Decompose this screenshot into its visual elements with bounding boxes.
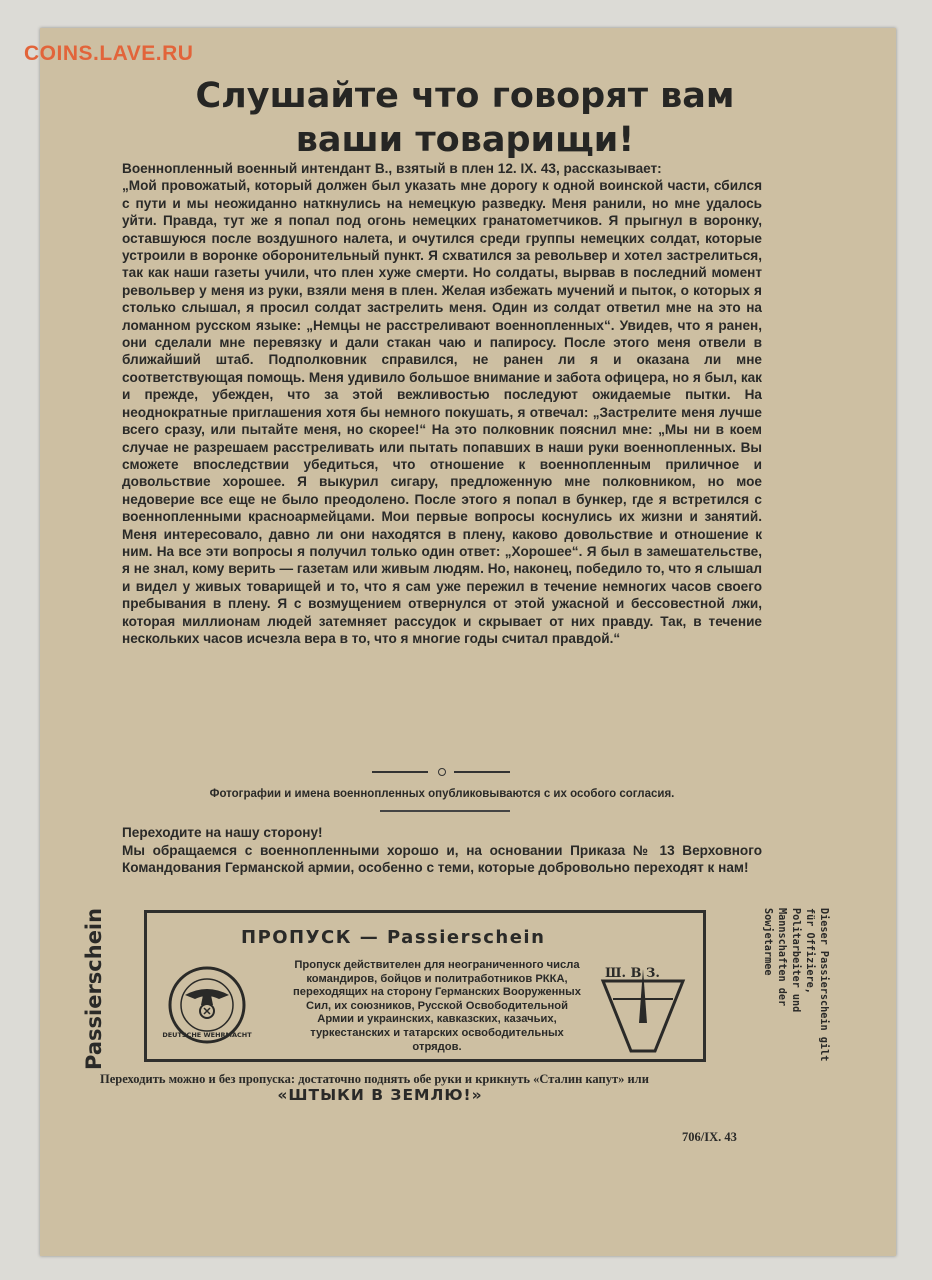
appeal-heading: Переходите на нашу сторону!	[122, 825, 323, 840]
testimony-text: „Мой провожатый, который должен был указать мне дорогу к одной воинской части, сбился с пути и мы неожиданно наткнулись на немецкую разведку. Меня ранили, но мне удалось уйти. Правда, тут же я попал под огонь немецких гранатометчиков. Я прыгнул в воронку, оставшуюся после воздушного налета, и очутился среди группы немецких солдат, которые устроили в воронке оборонительный пункт. Я схватился за револьвер и хотел застрелиться, так как наши газеты учили, что плен хуже смерти. Но солдаты, вырвав в последний момент револьвер у меня из руки, взяли меня в плен. Желая избежать мучений и пыток, о которых я столько слышал, я просил солдат застрелить меня. Один из солдат ответил мне на это на ломанном русском языке: „Немцы не расстреливают военнопленных“. Увидев, что я ранен, они сделали мне перевязку и дали стакан чаю и папиросу. После этого меня отвели в ближайший штаб. Подполковник справился, не ранен ли я и оказана ли мне соответствующая помощь. Меня удивило большое внимание и забота офицера, но я был, как и прежде, убежден, что за этой вежливостью последуют ожидаемые пытки. На неоднократные приглашения хотя бы немного покушать, я отвечал: „Застрелите меня лучше всего сразу, или пытайте меня, но скорее!“ На это полковник пояснил мне: „Мы ни в коем случае не разрешаем расстреливать или пытать попавших в наши руки военнопленных. Вы сможете впоследствии убедиться, что отношение к военнопленным приличное и довольствие хорошее. Я выкурил сигару, предложенную мне полковником, но мое недоверие все еще не было преодолено. После этого я попал в бункер, где я встретился с военнопленными красноармейцами. Мои первые вопросы коснулись их жизни и занятий. Меня интересовало, давно ли они находятся в плену, каково довольствие и отношение к ним. На все эти вопросы я получил только один ответ: „Хорошее“. Я был в замешательстве, я не знал, кому верить — газетам или живым людям. Но, наконец, победило то, что я слышал и видел у живых товарищей и то, что я сам уже пережил в течение немногих часов своего пребывания в плену. Я с возмущением отвернулся от этой ужасной и бессовестной лжи, которая миллионам людей затемняет рассудок и скрывает от них правду. Так, в течение нескольких часов исчезла вера в то, что я многие годы считал правдой.“	[122, 178, 762, 646]
emblem-text: Ш. В З.	[605, 966, 660, 981]
pass-box	[144, 910, 706, 1062]
divider-line-right	[454, 771, 510, 773]
crossing-note: Переходить можно и без пропуска: достаточно поднять обе руки и крикнуть «Сталин капут» или	[100, 1072, 649, 1086]
wehrmacht-seal-icon	[162, 965, 252, 1045]
divider-dot	[438, 768, 446, 776]
pass-text: Пропуск действителен для неограниченного числа командиров, бойцов и политработников РККА, переходящих на сторону Германских Вооруженных Сил, их союзников, Русской Освободительной Армии и украинских, кавказских, казачьих, туркестанских и татарских освободительных отрядов.	[293, 959, 581, 1053]
title-line-2: ваши товарищи!	[295, 120, 635, 160]
testimony-body	[122, 160, 762, 647]
appeal-body: Мы обращаемся с военнопленными хорошо и, на основании Приказа № 13 Верховного Командования Германской армии, особенно с теми, которые добровольно переходят к нам!	[122, 842, 762, 876]
leaflet-title	[100, 74, 830, 162]
seal-text: DEUTSCHE WEHRMACHT	[162, 1031, 252, 1039]
testimony-intro: Военнопленный военный интендант В., взятый в плен 12. IX. 43, рассказывает:	[122, 161, 662, 176]
roa-emblem-icon	[599, 959, 687, 1055]
passierschein-german-note	[762, 908, 830, 1076]
pass-title: ПРОПУСК — Passierschein	[241, 927, 546, 948]
title-line-1: Слушайте что говорят вам	[195, 76, 735, 116]
slogan: «ШТЫКИ В ЗЕМЛЮ!»	[277, 1086, 483, 1104]
site-watermark: COINS.LAVE.RU	[24, 42, 194, 65]
caption-underline	[380, 810, 510, 812]
appeal-text	[122, 824, 762, 877]
passierschein-side-label: Passierschein	[82, 907, 106, 1070]
ornamental-divider	[372, 770, 518, 774]
german-note-text: Dieser Passierschein gilt für Offiziere, Politarbeiter und Mannschaften der Sowjetarmee	[762, 908, 829, 1062]
divider-line-left	[372, 771, 428, 773]
photo-caption: Фотографии и имена военнопленных опубликовываются с их особого согласия.	[209, 788, 675, 800]
print-code: 706/IX. 43	[682, 1130, 737, 1144]
